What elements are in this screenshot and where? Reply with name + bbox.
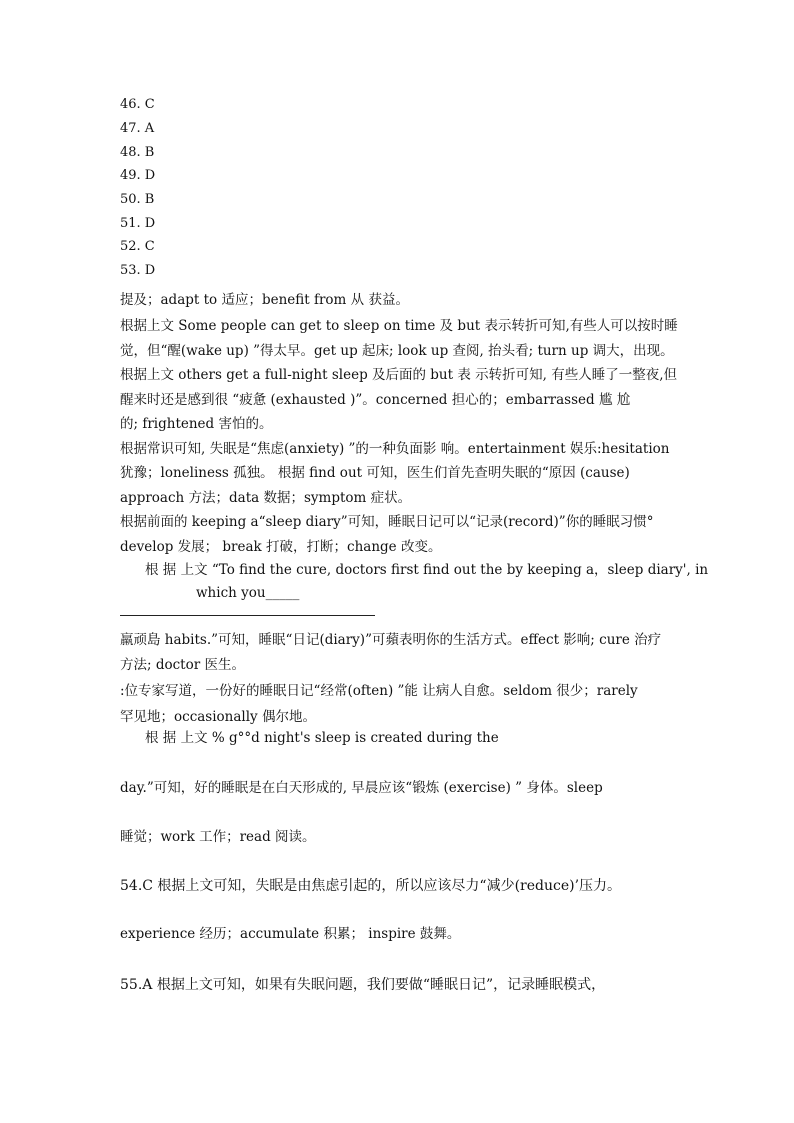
explanation-line: 根据前面的 keeping a“sleep diary”可知，睡眠日记可以“记录(record)”你的睡眠习惯° xyxy=(120,514,654,530)
answer-53: 53. D xyxy=(120,263,156,278)
explanation-line: 觉，但“醒(wake up) ”得太早。get up 起床; look up 查阅, 抬头看; turn up 调大，出现。 xyxy=(120,343,674,359)
explanation-line: day.”可知，好的睡眠是在白天形成的, 早晨应该“锻炼 (exercise) ” 身体。sleep xyxy=(120,780,603,796)
explanation-line: 方法; doctor 医生。 xyxy=(120,657,245,673)
answer-55-line: 55.A 根据上文可知，如果有失眠问题，我们要做“睡眠日记”，记录睡眠模式， xyxy=(120,977,606,993)
explanation-line: experience 经历；accumulate 积累； inspire 鼓舞。 xyxy=(120,926,461,942)
explanation-line: 提及；adapt to 适应；benefit from 从 获益。 xyxy=(120,292,409,308)
answer-52: 52. C xyxy=(120,239,155,254)
answer-46: 46. C xyxy=(120,97,155,112)
quote-line: which you_____ xyxy=(196,585,300,601)
explanation-line: 根据常识可知, 失眠是“焦虑(anxiety) ”的一种负面影 响。entertainment 娱乐:hesitation xyxy=(120,441,670,457)
explanation-line: 睡觉；work 工作；read 阅读。 xyxy=(120,829,316,845)
quote-line: 根 据 上文 % g°°d night's sleep is created during the xyxy=(145,730,499,746)
explanation-line: 根据上文 others get a full-night sleep 及后面的 but 表 示转折可知, 有些人睡了一整夜,但 xyxy=(120,367,678,383)
quote-line: 根 据 上文 “To find the cure, doctors first find out the by keeping a，sleep diary', in xyxy=(145,562,709,578)
explanation-line: develop 发展； break 打破，打断；change 改变。 xyxy=(120,539,442,555)
explanation-line: 犹豫；loneliness 孤独。 根据 find out 可知，医生们首先查明失眠的“原因 (cause) xyxy=(120,465,630,481)
explanation-line: 的; frightened 害怕的。 xyxy=(120,416,273,432)
explanation-line: :位专家写道，一份好的睡眠日记“经常(often) ”能 让病人自愈。seldom 很少；rarely xyxy=(120,683,638,699)
answer-50: 50. B xyxy=(120,192,155,207)
explanation-line: 根据上文 Some people can get to sleep on time 及 but 表示转折可知,有些人可以按时睡 xyxy=(120,318,678,334)
explanation-line: 醒来时还是感到很 “疲惫 (exhausted )”。concerned 担心的；embarrassed 尴 尬 xyxy=(120,392,631,408)
explanation-line: 羸顽島 habits.”可知，睡眠“日记(diary)”可蘋表明你的生活方式。effect 影响; cure 治疗 xyxy=(120,632,662,648)
answer-49: 49. D xyxy=(120,168,156,183)
horizontal-rule xyxy=(120,615,375,616)
answer-51: 51. D xyxy=(120,216,156,231)
explanation-line: 罕见地；occasionally 偶尔地。 xyxy=(120,709,316,725)
answer-54-line: 54.C 根据上文可知，失眠是由焦虑引起的，所以应该尽力“减少(reduce)’压力。 xyxy=(120,878,622,894)
answer-47: 47. A xyxy=(120,121,155,136)
answer-48: 48. B xyxy=(120,145,155,160)
explanation-line: approach 方法；data 数据；symptom 症状。 xyxy=(120,490,412,506)
